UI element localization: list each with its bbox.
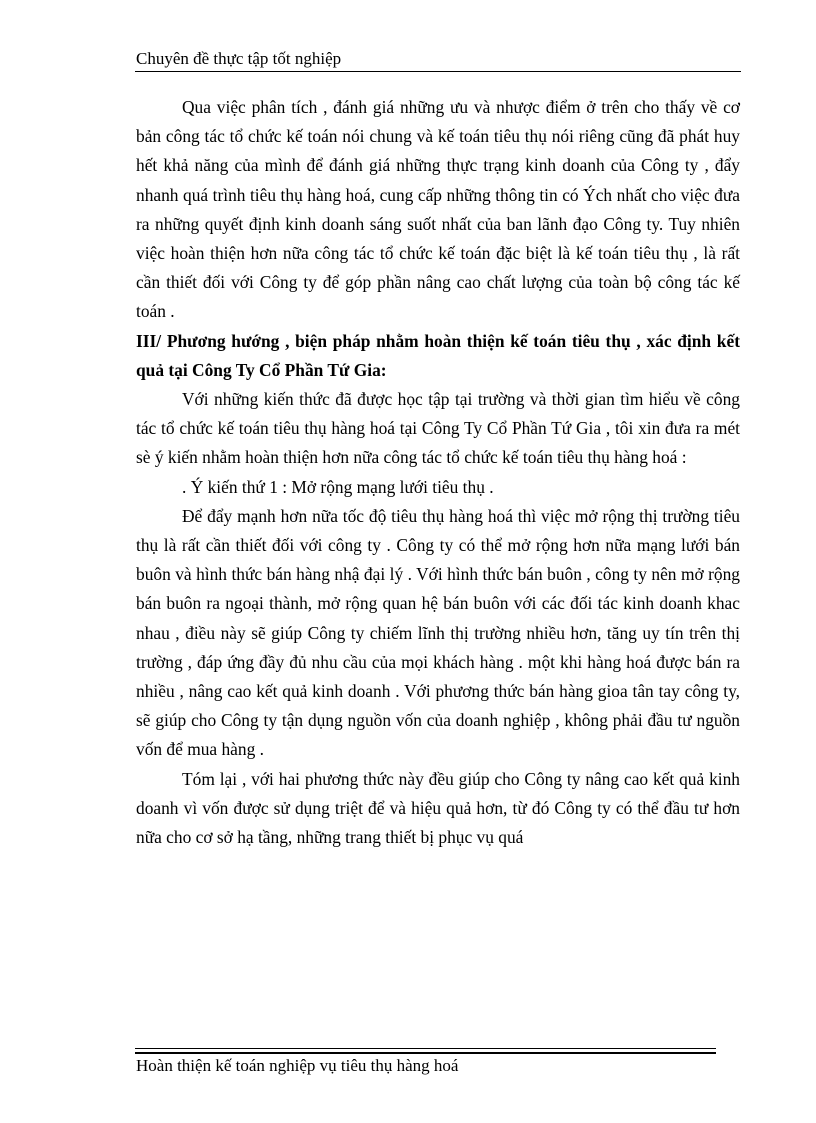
paragraph-analysis: Qua việc phân tích , đánh giá những ưu và nhược điểm ở trên cho thấy về cơ bản công tác tổ chức kế toán nói chung và kế toán tiêu thụ nói riêng cũng đã phát huy hết khả năng của mình để đánh giá những thực trạng kinh doanh của Công ty , đẩy nhanh quá trình tiêu thụ hàng hoá, cung cấp những thông tin có Ých nhất cho việc đưa ra những quyết định kinh doanh sáng suốt nhất của ban lãnh đạo Công ty. Tuy nhiên việc hoàn thiện hơn nữa công tác tổ chức kế toán đặc biệt là kế toán tiêu thụ , là rất cần thiết đối với Công ty để góp phần nâng cao chất lượng của toàn bộ công tác kế toán . [136, 97, 740, 322]
paragraph-intro: Với những kiến thức đã được học tập tại trường và thời gian tìm hiểu về công tác tổ chức kế toán tiêu thụ hàng hoá tại Công Ty Cổ Phần Tứ Gia , tôi xin đưa ra mét sè ý kiến nhằm hoàn thiện hơn nữa công tác tổ chức kế toán tiêu thụ hàng hoá : [136, 389, 740, 468]
paragraph-market-expansion: Để đẩy mạnh hơn nữa tốc độ tiêu thụ hàng hoá thì việc mở rộng thị trường tiêu thụ là rất cần thiết đối với công ty . Công ty có thể mở rộng hơn nữa mạng lưới bán buôn và hình thức bán hàng nhậ đại lý . Với hình thức bán buôn , công ty nên mở rộng bán buôn ra ngoại thành, mở rộng quan hệ bán buôn với các đối tác kinh doanh khac nhau , điều này sẽ giúp Công ty chiếm lĩnh thị trường nhiều hơn, tăng uy tín trên thị trường , đáp ứng đầy đủ nhu cầu của mọi khách hàng . một khi hàng hoá được bán ra nhiều , nâng cao kết quả kinh doanh . Với phương thức bán hàng gioa tân tay công ty, sẽ giúp cho Công ty tận dụng nguồn vốn của doanh nghiệp , không phải đầu tư nguồn vốn để mua hàng . [136, 505, 740, 760]
footer-divider-thin [135, 1048, 716, 1049]
header-divider [135, 71, 741, 72]
document-body [136, 93, 740, 852]
footer-divider-thick [135, 1052, 716, 1054]
page-footer-title: Hoàn thiện kế toán nghiệp vụ tiêu thụ hàng hoá [136, 1056, 459, 1075]
opinion-item-1: . Ý kiến thứ 1 : Mở rộng mạng lưới tiêu thụ . [182, 476, 494, 497]
section-heading: III/ Phương hướng , biện pháp nhằm hoàn thiện kế toán tiêu thụ , xác định kết quả tại Công Ty Cổ Phần Tứ Gia: [136, 330, 740, 380]
page-header-title: Chuyên đề thực tập tốt nghiệp [136, 49, 342, 68]
paragraph-summary: Tóm lại , với hai phương thức này đều giúp cho Công ty nâng cao kết quả kinh doanh vì vốn được sử dụng triệt để và hiệu quả hơn, từ đó Công ty có thể đầu tư hơn nữa cho cơ sở hạ tầng, những trang thiết bị phục vụ quá [136, 768, 740, 848]
